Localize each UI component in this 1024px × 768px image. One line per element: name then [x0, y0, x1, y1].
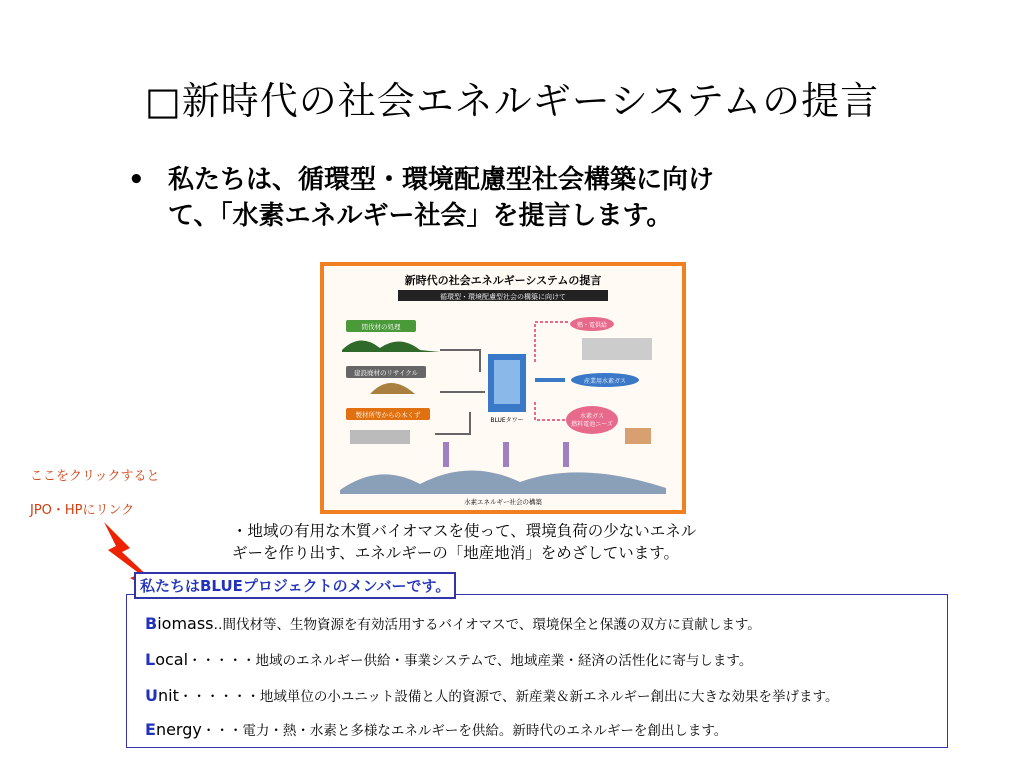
- dots-biomass: ‥: [213, 617, 223, 633]
- click-note: [30, 460, 159, 528]
- caption-line-2: ギーを作り出す、エネルギーの「地産地消」をめざしています。: [232, 544, 680, 562]
- label-tower: BLUEタワー: [490, 417, 524, 424]
- label-fuelcell-1: 水素ガス: [579, 413, 605, 420]
- caption-line-1: ・地域の有用な木質バイオマスを使って、環境負荷の少ないエネル: [232, 522, 697, 540]
- word-biomass: iomass: [157, 614, 214, 633]
- sawmill-building: [350, 430, 410, 444]
- letter-e: E: [145, 720, 156, 739]
- diagram-caption: [232, 520, 832, 564]
- blue-row-energy: [145, 719, 727, 739]
- word-local: ocal: [155, 650, 189, 669]
- label-thinning: 間伐材の処理: [361, 323, 401, 331]
- diagram-title: 新時代の社会エネルギーシステムの提言: [404, 274, 602, 287]
- bullet-text: [168, 162, 888, 234]
- label-fuelcell-2: 燃料電池ニーズ: [571, 421, 613, 428]
- house: [625, 428, 651, 444]
- label-industrial-h2: 産業用水素ガス: [583, 378, 627, 385]
- dots-unit: ・・・・・・: [178, 689, 260, 705]
- letter-l: L: [145, 650, 156, 669]
- label-heat: 熱・電供給: [576, 322, 608, 329]
- desc-biomass: 間伐材等、生物資源を有効活用するバイオマスで、環境保全と保護の双方に貢献します。: [222, 617, 761, 633]
- blue-project-diagram: [320, 262, 686, 514]
- desc-local: 地域のエネルギー供給・事業システムで、地域産業・経済の活性化に寄与します。: [255, 653, 753, 669]
- word-unit: nit: [158, 686, 179, 705]
- blue-row-biomass: [145, 613, 761, 633]
- fuelcell-bubble: [566, 406, 618, 434]
- members-link[interactable]: 私たちはBLUEプロジェクトのメンバーです。: [134, 572, 456, 599]
- blue-row-local: [145, 649, 752, 669]
- click-note-line-2: JPO・HPにリンク: [30, 503, 135, 518]
- bullet-line-2: て、「水素エネルギー社会」を提言します。: [168, 201, 673, 231]
- label-bottom: 水素エネルギー社会の構築: [464, 498, 542, 506]
- click-note-line-1: ここをクリックすると: [30, 469, 160, 484]
- word-energy: nergy: [155, 720, 202, 739]
- label-recycle: 建設廃材のリサイクル: [353, 369, 419, 377]
- bullet-marker: •: [128, 165, 145, 195]
- greenhouse: [582, 338, 652, 360]
- blue-tower-window: [494, 360, 520, 404]
- diagram-subtitle: 循環型・環境配慮型社会の構築に向けて: [440, 293, 566, 301]
- label-sawdust: 製材所等からの木くず: [355, 411, 421, 419]
- dots-energy: ・・・: [201, 723, 243, 739]
- desc-energy: 電力・熱・水素と多様なエネルギーを供給。新時代のエネルギーを創出します。: [242, 723, 728, 739]
- blue-definition-box: [126, 594, 948, 748]
- letter-b: B: [145, 614, 158, 633]
- slide-title: □新時代の社会エネルギーシステムの提言: [144, 79, 880, 123]
- bullet-line-1: 私たちは、循環型・環境配慮型社会構築に向け: [168, 165, 715, 195]
- desc-unit: 地域単位の小ユニット設備と人的資源で、新産業＆新エネルギー創出に大きな効果を挙げます。: [259, 689, 839, 705]
- dots-local: ・・・・・: [188, 653, 256, 669]
- blue-row-unit: [145, 685, 838, 705]
- letter-u: U: [145, 686, 158, 705]
